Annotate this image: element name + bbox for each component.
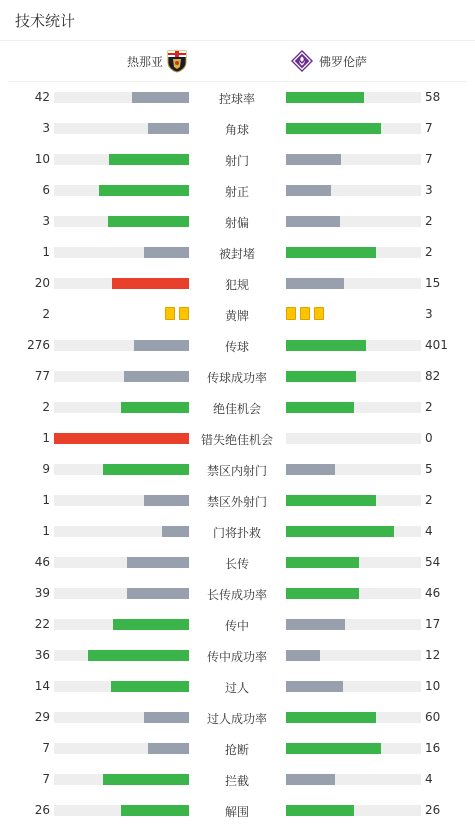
- stat-row: [0, 733, 475, 764]
- stat-label: 控球率: [218, 92, 255, 106]
- home-stat-bar: [54, 526, 189, 537]
- stat-label: 拦截: [224, 774, 249, 788]
- away-stat-value: 58: [425, 90, 441, 104]
- away-stat-value: 4: [425, 524, 433, 538]
- away-stat-value: 0: [425, 431, 433, 445]
- stat-label: 射正: [224, 185, 249, 199]
- stat-row: [0, 795, 475, 826]
- away-stat-bar-fill: [286, 371, 356, 382]
- home-stat-bar-fill: [108, 216, 189, 227]
- home-stat-bar: [54, 371, 189, 382]
- home-stat-value: 7: [42, 741, 50, 755]
- away-stat-value: 7: [425, 121, 433, 135]
- stat-row: [0, 82, 475, 113]
- stat-label: 过人成功率: [206, 712, 267, 726]
- away-stat-bar: [286, 588, 421, 599]
- stat-label: 角球: [224, 123, 249, 137]
- home-stat-value: 29: [34, 710, 50, 724]
- home-stat-bar-fill: [144, 247, 189, 258]
- away-stat-bar: [286, 340, 421, 351]
- home-stat-value: 9: [42, 462, 50, 476]
- away-stat-bar-fill: [286, 681, 343, 692]
- away-stat-bar: [286, 774, 421, 785]
- stat-row: [0, 764, 475, 795]
- yellow-card-icon: [179, 307, 189, 320]
- away-stat-value: 12: [425, 648, 441, 662]
- away-stat-bar-fill: [286, 402, 354, 413]
- stat-label: 射偏: [224, 216, 249, 230]
- stat-label: 被封堵: [218, 247, 255, 261]
- home-stat-bar: [54, 278, 189, 289]
- home-stat-bar-fill: [127, 588, 189, 599]
- away-stat-value: 17: [425, 617, 441, 631]
- stat-label: 长传: [224, 557, 249, 571]
- away-stat-value: 2: [425, 245, 433, 259]
- home-stat-value: 39: [34, 586, 50, 600]
- home-stat-bar: [54, 247, 189, 258]
- away-stat-bar: [286, 526, 421, 537]
- home-stat-value: 276: [27, 338, 50, 352]
- stat-label: 解围: [224, 805, 249, 819]
- home-stat-value: 7: [42, 772, 50, 786]
- stat-label: 错失绝佳机会: [200, 433, 273, 447]
- stat-label: 射门: [224, 154, 249, 168]
- stat-label: 犯规: [224, 278, 249, 292]
- home-stat-value: 46: [34, 555, 50, 569]
- home-stat-bar-fill: [127, 557, 189, 568]
- away-stat-bar-fill: [286, 185, 331, 196]
- home-stat-bar: [54, 774, 189, 785]
- away-stat-bar-fill: [286, 650, 320, 661]
- home-stat-bar-fill: [112, 278, 189, 289]
- away-stat-bar: [286, 154, 421, 165]
- home-stat-value: 26: [34, 803, 50, 817]
- stat-label: 门将扑救: [212, 526, 261, 540]
- home-stat-bar-fill: [121, 402, 189, 413]
- home-stat-value: 42: [34, 90, 50, 104]
- home-stat-value: 1: [42, 524, 50, 538]
- home-stat-bar-fill: [132, 92, 189, 103]
- stat-row: [0, 485, 475, 516]
- home-yellow-cards: [165, 307, 189, 321]
- home-stat-bar-fill: [111, 681, 189, 692]
- stat-row: [0, 237, 475, 268]
- away-stat-bar-fill: [286, 743, 381, 754]
- stat-row: [0, 113, 475, 144]
- away-stat-bar: [286, 495, 421, 506]
- away-stat-bar: [286, 681, 421, 692]
- home-stat-bar-fill: [144, 495, 189, 506]
- yellow-card-icon: [165, 307, 175, 320]
- stat-row: [0, 144, 475, 175]
- away-stat-bar-fill: [286, 619, 345, 630]
- away-stat-value: 2: [425, 493, 433, 507]
- home-stat-bar: [54, 743, 189, 754]
- away-stat-bar: [286, 433, 421, 444]
- stat-row: [0, 299, 475, 330]
- away-stat-value: 2: [425, 214, 433, 228]
- page-title: 技术统计: [15, 12, 76, 30]
- stat-row: [0, 361, 475, 392]
- stat-row: [0, 206, 475, 237]
- away-stat-bar-fill: [286, 278, 344, 289]
- away-stat-value: 15: [425, 276, 441, 290]
- away-stat-value: 54: [425, 555, 441, 569]
- home-stat-value: 36: [34, 648, 50, 662]
- home-stat-bar: [54, 185, 189, 196]
- stat-row: [0, 640, 475, 671]
- home-stat-value: 2: [42, 307, 50, 321]
- yellow-card-icon: [300, 307, 310, 320]
- stat-row: [0, 547, 475, 578]
- away-stat-bar-fill: [286, 805, 354, 816]
- home-stat-bar-fill: [124, 371, 189, 382]
- home-stat-bar: [54, 681, 189, 692]
- away-stat-value: 16: [425, 741, 441, 755]
- away-stat-bar-fill: [286, 774, 335, 785]
- away-stat-bar-fill: [286, 495, 376, 506]
- away-stat-value: 7: [425, 152, 433, 166]
- stat-row: [0, 609, 475, 640]
- away-stat-bar: [286, 371, 421, 382]
- home-stat-value: 1: [42, 493, 50, 507]
- stat-label: 传球: [224, 340, 249, 354]
- home-stat-bar-fill: [113, 619, 189, 630]
- away-stat-bar: [286, 619, 421, 630]
- home-stat-bar: [54, 619, 189, 630]
- home-stat-value: 10: [34, 152, 50, 166]
- home-stat-value: 3: [42, 214, 50, 228]
- home-stat-bar-fill: [162, 526, 189, 537]
- stat-label: 抢断: [224, 743, 249, 757]
- home-stat-bar-fill: [148, 123, 189, 134]
- away-stat-bar-fill: [286, 216, 340, 227]
- home-stat-bar: [54, 712, 189, 723]
- away-stat-bar-fill: [286, 123, 381, 134]
- home-stat-bar-fill: [99, 185, 189, 196]
- genoa-crest-icon: [166, 49, 188, 73]
- away-stat-bar-fill: [286, 526, 394, 537]
- home-stat-bar: [54, 123, 189, 134]
- home-stat-bar: [54, 588, 189, 599]
- stat-row: [0, 578, 475, 609]
- away-stat-bar-fill: [286, 247, 376, 258]
- stat-label: 黄牌: [224, 309, 249, 323]
- home-team-name: 热那亚: [126, 55, 163, 69]
- away-stat-value: 10: [425, 679, 441, 693]
- stat-label: 绝佳机会: [212, 402, 261, 416]
- stat-label: 长传成功率: [206, 588, 267, 602]
- away-stat-value: 26: [425, 803, 441, 817]
- away-stat-bar: [286, 216, 421, 227]
- home-stat-bar-fill: [103, 464, 189, 475]
- yellow-card-icon: [314, 307, 324, 320]
- home-stat-value: 1: [42, 431, 50, 445]
- stat-label: 传中成功率: [206, 650, 267, 664]
- home-stat-bar-fill: [144, 712, 189, 723]
- home-stat-bar-fill: [109, 154, 189, 165]
- home-stat-bar: [54, 340, 189, 351]
- home-stat-bar-fill: [103, 774, 189, 785]
- home-stat-bar-fill: [121, 805, 189, 816]
- home-stat-bar-fill: [88, 650, 189, 661]
- away-stat-value: 2: [425, 400, 433, 414]
- stat-row: [0, 392, 475, 423]
- home-stat-value: 6: [42, 183, 50, 197]
- stat-row: [0, 454, 475, 485]
- away-stat-bar: [286, 464, 421, 475]
- home-stat-bar-fill: [134, 340, 189, 351]
- stat-label: 禁区内射门: [206, 464, 267, 478]
- fiorentina-crest-icon: [291, 49, 313, 73]
- away-stat-bar: [286, 278, 421, 289]
- home-stat-bar: [54, 92, 189, 103]
- stat-label: 禁区外射门: [206, 495, 267, 509]
- away-stat-bar-fill: [286, 154, 341, 165]
- away-stat-bar: [286, 712, 421, 723]
- stat-label: 传球成功率: [206, 371, 267, 385]
- home-stat-bar-fill: [54, 433, 189, 444]
- away-stat-value: 60: [425, 710, 441, 724]
- away-stat-value: 3: [425, 307, 433, 321]
- stat-row: [0, 516, 475, 547]
- away-stat-value: 3: [425, 183, 433, 197]
- away-stat-value: 4: [425, 772, 433, 786]
- home-stat-bar: [54, 216, 189, 227]
- home-stat-value: 1: [42, 245, 50, 259]
- yellow-card-icon: [286, 307, 296, 320]
- away-stat-bar: [286, 743, 421, 754]
- home-stat-bar: [54, 402, 189, 413]
- away-stat-bar: [286, 805, 421, 816]
- stat-row: [0, 175, 475, 206]
- away-stat-bar: [286, 247, 421, 258]
- away-stat-bar-fill: [286, 588, 359, 599]
- stat-row: [0, 423, 475, 454]
- home-stat-bar: [54, 433, 189, 444]
- home-stat-bar: [54, 650, 189, 661]
- stat-row: [0, 330, 475, 361]
- away-stat-bar-fill: [286, 340, 366, 351]
- stats-list: [0, 82, 475, 826]
- home-stat-value: 14: [34, 679, 50, 693]
- away-stat-bar: [286, 92, 421, 103]
- home-stat-value: 2: [42, 400, 50, 414]
- stat-row: [0, 702, 475, 733]
- stat-row: [0, 268, 475, 299]
- home-stat-value: 3: [42, 121, 50, 135]
- away-stat-bar-fill: [286, 557, 359, 568]
- away-stat-bar-fill: [286, 712, 376, 723]
- home-stat-bar: [54, 495, 189, 506]
- stats-header: [0, 0, 475, 41]
- away-stat-bar: [286, 402, 421, 413]
- away-stat-value: 5: [425, 462, 433, 476]
- away-stat-value: 82: [425, 369, 441, 383]
- stat-row: [0, 671, 475, 702]
- away-stat-bar: [286, 650, 421, 661]
- home-stat-value: 20: [34, 276, 50, 290]
- away-stat-bar-fill: [286, 92, 364, 103]
- home-stat-bar: [54, 154, 189, 165]
- home-stat-bar: [54, 464, 189, 475]
- away-stat-bar: [286, 557, 421, 568]
- stat-label: 传中: [224, 619, 249, 633]
- away-stat-bar-fill: [286, 464, 335, 475]
- home-stat-bar: [54, 557, 189, 568]
- teams-row: [8, 41, 467, 82]
- stat-label: 过人: [224, 681, 249, 695]
- home-stat-bar-fill: [148, 743, 189, 754]
- away-team-name: 佛罗伦萨: [319, 55, 368, 69]
- away-stat-value: 401: [425, 338, 448, 352]
- away-stat-bar: [286, 123, 421, 134]
- home-stat-value: 77: [34, 369, 50, 383]
- away-stat-bar: [286, 185, 421, 196]
- home-stat-bar: [54, 805, 189, 816]
- away-yellow-cards: [286, 307, 324, 321]
- home-stat-value: 22: [34, 617, 50, 631]
- away-stat-value: 46: [425, 586, 441, 600]
